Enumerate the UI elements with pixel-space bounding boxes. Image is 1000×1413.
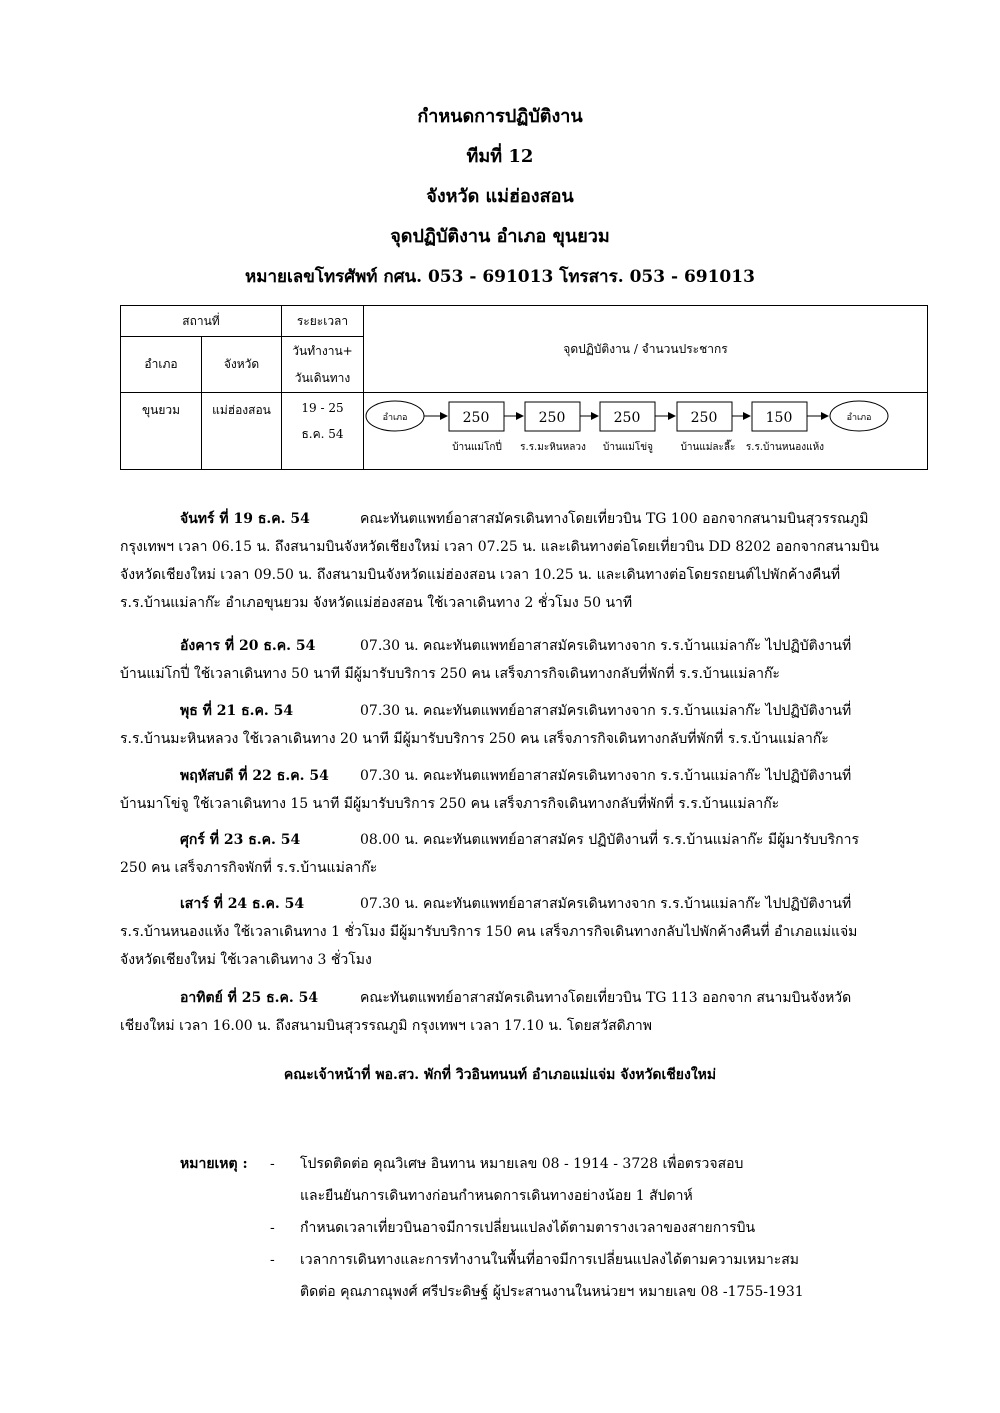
- row-dates: [282, 393, 364, 470]
- stop-count: 250: [462, 410, 490, 426]
- page-header: [0, 102, 1000, 302]
- day-text: ร.ร.บ้านหนองแห้ง ใช้เวลาเดินทาง 1 ชั่วโมง มีผู้มารับบริการ 150 คน เสร็จภารกิจเดินทางกลับไปพักค้างคืนที่ อำเภอแม่แจ่ม: [120, 924, 858, 940]
- note-text: เวลาการเดินทางและการทำงานในพื้นที่อาจมีการเปลี่ยนแปลงได้ตามความเหมาะสม: [300, 1252, 800, 1268]
- stop-name: ร.ร.บ้านหนองแห้ง: [745, 442, 825, 453]
- team-number: ทีมที่ 12: [466, 146, 534, 167]
- day-text: กรุงเทพฯ เวลา 06.15 น. ถึงสนามบินจังหวัดเชียงใหม่ เวลา 07.25 น. และเดินทางต่อโดยเที่ยวบิน DD 8202 ออกจากสนามบิน: [120, 539, 879, 555]
- schedule-day: [120, 697, 900, 753]
- site-heading: จุดปฏิบัติงาน อำเภอ ขุนยวม: [390, 226, 610, 247]
- day-text: บ้านแม่โกปี่ ใช้เวลาเดินทาง 50 นาที มีผู้มารับบริการ 250 คน เสร็จภารกิจเดินทางกลับที่พักที่ ร.ร.บ้านแม่ลาก๊ะ: [120, 666, 780, 682]
- row-province: แม่ฮ่องสอน: [202, 393, 282, 470]
- day-text: 08.00 น. คณะทันตแพทย์อาสาสมัคร ปฏิบัติงานที่ ร.ร.บ้านแม่ลาก๊ะ มีผู้มารับบริการ: [360, 832, 860, 848]
- day-label: ศุกร์ ที่ 23 ธ.ค. 54: [180, 832, 301, 848]
- day-text: เชียงใหม่ เวลา 16.00 น. ถึงสนามบินสุวรรณภูมิ กรุงเทพฯ เวลา 17.10 น. โดยสวัสดิภาพ: [120, 1018, 653, 1034]
- stop-name: ร.ร.มะหินหลวง: [520, 442, 586, 453]
- stop-count: 250: [690, 410, 718, 426]
- day-text: จังหวัดเชียงใหม่ ใช้เวลาเดินทาง 3 ชั่วโมง: [120, 952, 372, 968]
- day-text: บ้านมาโข่จู ใช้เวลาเดินทาง 15 นาที มีผู้มารับบริการ 250 คน เสร็จภารกิจเดินทางกลับที่พักที่ ร.ร.บ้านแม่ลาก๊ะ: [120, 796, 780, 812]
- note-item-cont: และยืนยันการเดินทางก่อนกำหนดการเดินทางอย่างน้อย 1 สัปดาห์: [300, 1188, 693, 1204]
- schedule-day: [120, 890, 900, 974]
- province-heading: จังหวัด แม่ฮ่องสอน: [426, 186, 574, 207]
- schedule-day: [120, 505, 900, 617]
- days-header-line1: วันทำงาน+: [292, 343, 353, 358]
- note-item: - กำหนดเวลาเที่ยวบินอาจมีการเปลี่ยนแปลงได้ตามตารางเวลาของสายการบิน: [270, 1220, 756, 1236]
- day-text: ร.ร.บ้านแม่ลาก๊ะ อำเภอขุนยวม จังหวัดแม่ฮ่องสอน ใช้เวลาเดินทาง 2 ชั่วโมง 50 นาที: [120, 595, 633, 611]
- row-district: ขุนยวม: [121, 393, 202, 470]
- location-header: สถานที่: [121, 306, 282, 337]
- note-text: กำหนดเวลาเที่ยวบินอาจมีการเปลี่ยนแปลงได้ตามตารางเวลาของสายการบิน: [300, 1220, 756, 1236]
- day-text: 07.30 น. คณะทันตแพทย์อาสาสมัครเดินทางจาก ร.ร.บ้านแม่ลาก๊ะ ไปปฏิบัติงานที่: [360, 768, 852, 784]
- day-text: ร.ร.บ้านมะหินหลวง ใช้เวลาเดินทาง 20 นาที มีผู้มารับบริการ 250 คน เสร็จภารกิจเดินทางกลับที่พักที่ ร.ร.บ้านแม่ลาก๊ะ: [120, 731, 829, 747]
- day-text: 07.30 น. คณะทันตแพทย์อาสาสมัครเดินทางจาก ร.ร.บ้านแม่ลาก๊ะ ไปปฏิบัติงานที่: [360, 703, 852, 719]
- day-label: เสาร์ ที่ 24 ธ.ค. 54: [180, 896, 305, 912]
- note-text: โปรดติดต่อ คุณวิเศษ อินทาน หมายเลข 08 - 1914 - 3728 เพื่อตรวจสอบ: [300, 1156, 744, 1172]
- page-title: กำหนดการปฏิบัติงาน: [417, 106, 583, 127]
- staff-accommodation: คณะเจ้าหน้าที่ พอ.สว. พักที่ วิวอินทนนท์ อำเภอแม่แจ่ม จังหวัดเชียงใหม่: [283, 1067, 717, 1083]
- schedule-day: [120, 632, 900, 688]
- day-label: อังคาร ที่ 20 ธ.ค. 54: [180, 638, 316, 654]
- note-item: - เวลาการเดินทางและการทำงานในพื้นที่อาจมีการเปลี่ยนแปลงได้ตามความเหมาะสม: [270, 1252, 800, 1268]
- day-text: 250 คน เสร็จภารกิจพักที่ ร.ร.บ้านแม่ลาก๊ะ: [120, 860, 378, 876]
- note-item-cont: ติดต่อ คุณภาณุพงศ์ ศรีประดิษฐ์ ผู้ประสานงานในหน่วยฯ หมายเลข 08 -1755-1931: [300, 1284, 804, 1300]
- stop-count: 150: [765, 410, 793, 426]
- period-header: ระยะเวลา: [282, 306, 364, 337]
- province-header: จังหวัด: [202, 337, 282, 393]
- day-text: คณะทันตแพทย์อาสาสมัครเดินทางโดยเที่ยวบิน TG 100 ออกจากสนามบินสุวรรณภูมิ: [360, 511, 869, 527]
- schedule-day: [120, 984, 900, 1040]
- stop-name: บ้านแม่โข่จู: [603, 442, 653, 453]
- day-label: พฤหัสบดี ที่ 22 ธ.ค. 54: [180, 768, 329, 784]
- district-header: อำเภอ: [121, 337, 202, 393]
- notes-label: หมายเหตุ :: [180, 1156, 248, 1172]
- day-text: 07.30 น. คณะทันตแพทย์อาสาสมัครเดินทางจาก ร.ร.บ้านแม่ลาก๊ะ ไปปฏิบัติงานที่: [360, 896, 852, 912]
- end-label: อำเภอ: [846, 413, 872, 423]
- route-diagram: [363, 393, 928, 470]
- contact-phone: หมายเลขโทรศัพท์ กศน. 053 - 691013 โทรสาร. 053 - 691013: [245, 267, 755, 287]
- row-dates-line1: 19 - 25: [301, 401, 344, 415]
- days-header-line2: วันเดินทาง: [294, 370, 351, 385]
- days-header: [282, 337, 364, 393]
- stop-name: บ้านแม่ละลี๊ะ: [680, 442, 736, 453]
- day-label: พุธ ที่ 21 ธ.ค. 54: [180, 703, 294, 719]
- day-label: อาทิตย์ ที่ 25 ธ.ค. 54: [180, 990, 319, 1006]
- row-dates-line2: ธ.ค. 54: [301, 427, 344, 441]
- stop-count: 250: [613, 410, 641, 426]
- day-label: จันทร์ ที่ 19 ธ.ค. 54: [180, 511, 310, 527]
- schedule-day: [120, 762, 900, 818]
- route-flow: [363, 393, 928, 470]
- note-item: - โปรดติดต่อ คุณวิเศษ อินทาน หมายเลข 08 - 1914 - 3728 เพื่อตรวจสอบ: [270, 1156, 744, 1172]
- day-text: คณะทันตแพทย์อาสาสมัครเดินทางโดยเที่ยวบิน TG 113 ออกจาก สนามบินจังหวัด: [360, 990, 852, 1006]
- stop-count: 250: [538, 410, 566, 426]
- day-text: 07.30 น. คณะทันตแพทย์อาสาสมัครเดินทางจาก ร.ร.บ้านแม่ลาก๊ะ ไปปฏิบัติงานที่: [360, 638, 852, 654]
- schedule-day: [120, 826, 900, 882]
- points-header: จุดปฏิบัติงาน / จำนวนประชากร: [364, 306, 928, 393]
- stop-name: บ้านแม่โกปี่: [452, 442, 502, 453]
- day-text: จังหวัดเชียงใหม่ เวลา 09.50 น. ถึงสนามบินจังหวัดแม่ฮ่องสอน เวลา 10.25 น. และเดินทางต่อโดยรถยนต์ไปพักค้างคืนที่: [120, 567, 841, 583]
- start-label: อำเภอ: [382, 413, 408, 423]
